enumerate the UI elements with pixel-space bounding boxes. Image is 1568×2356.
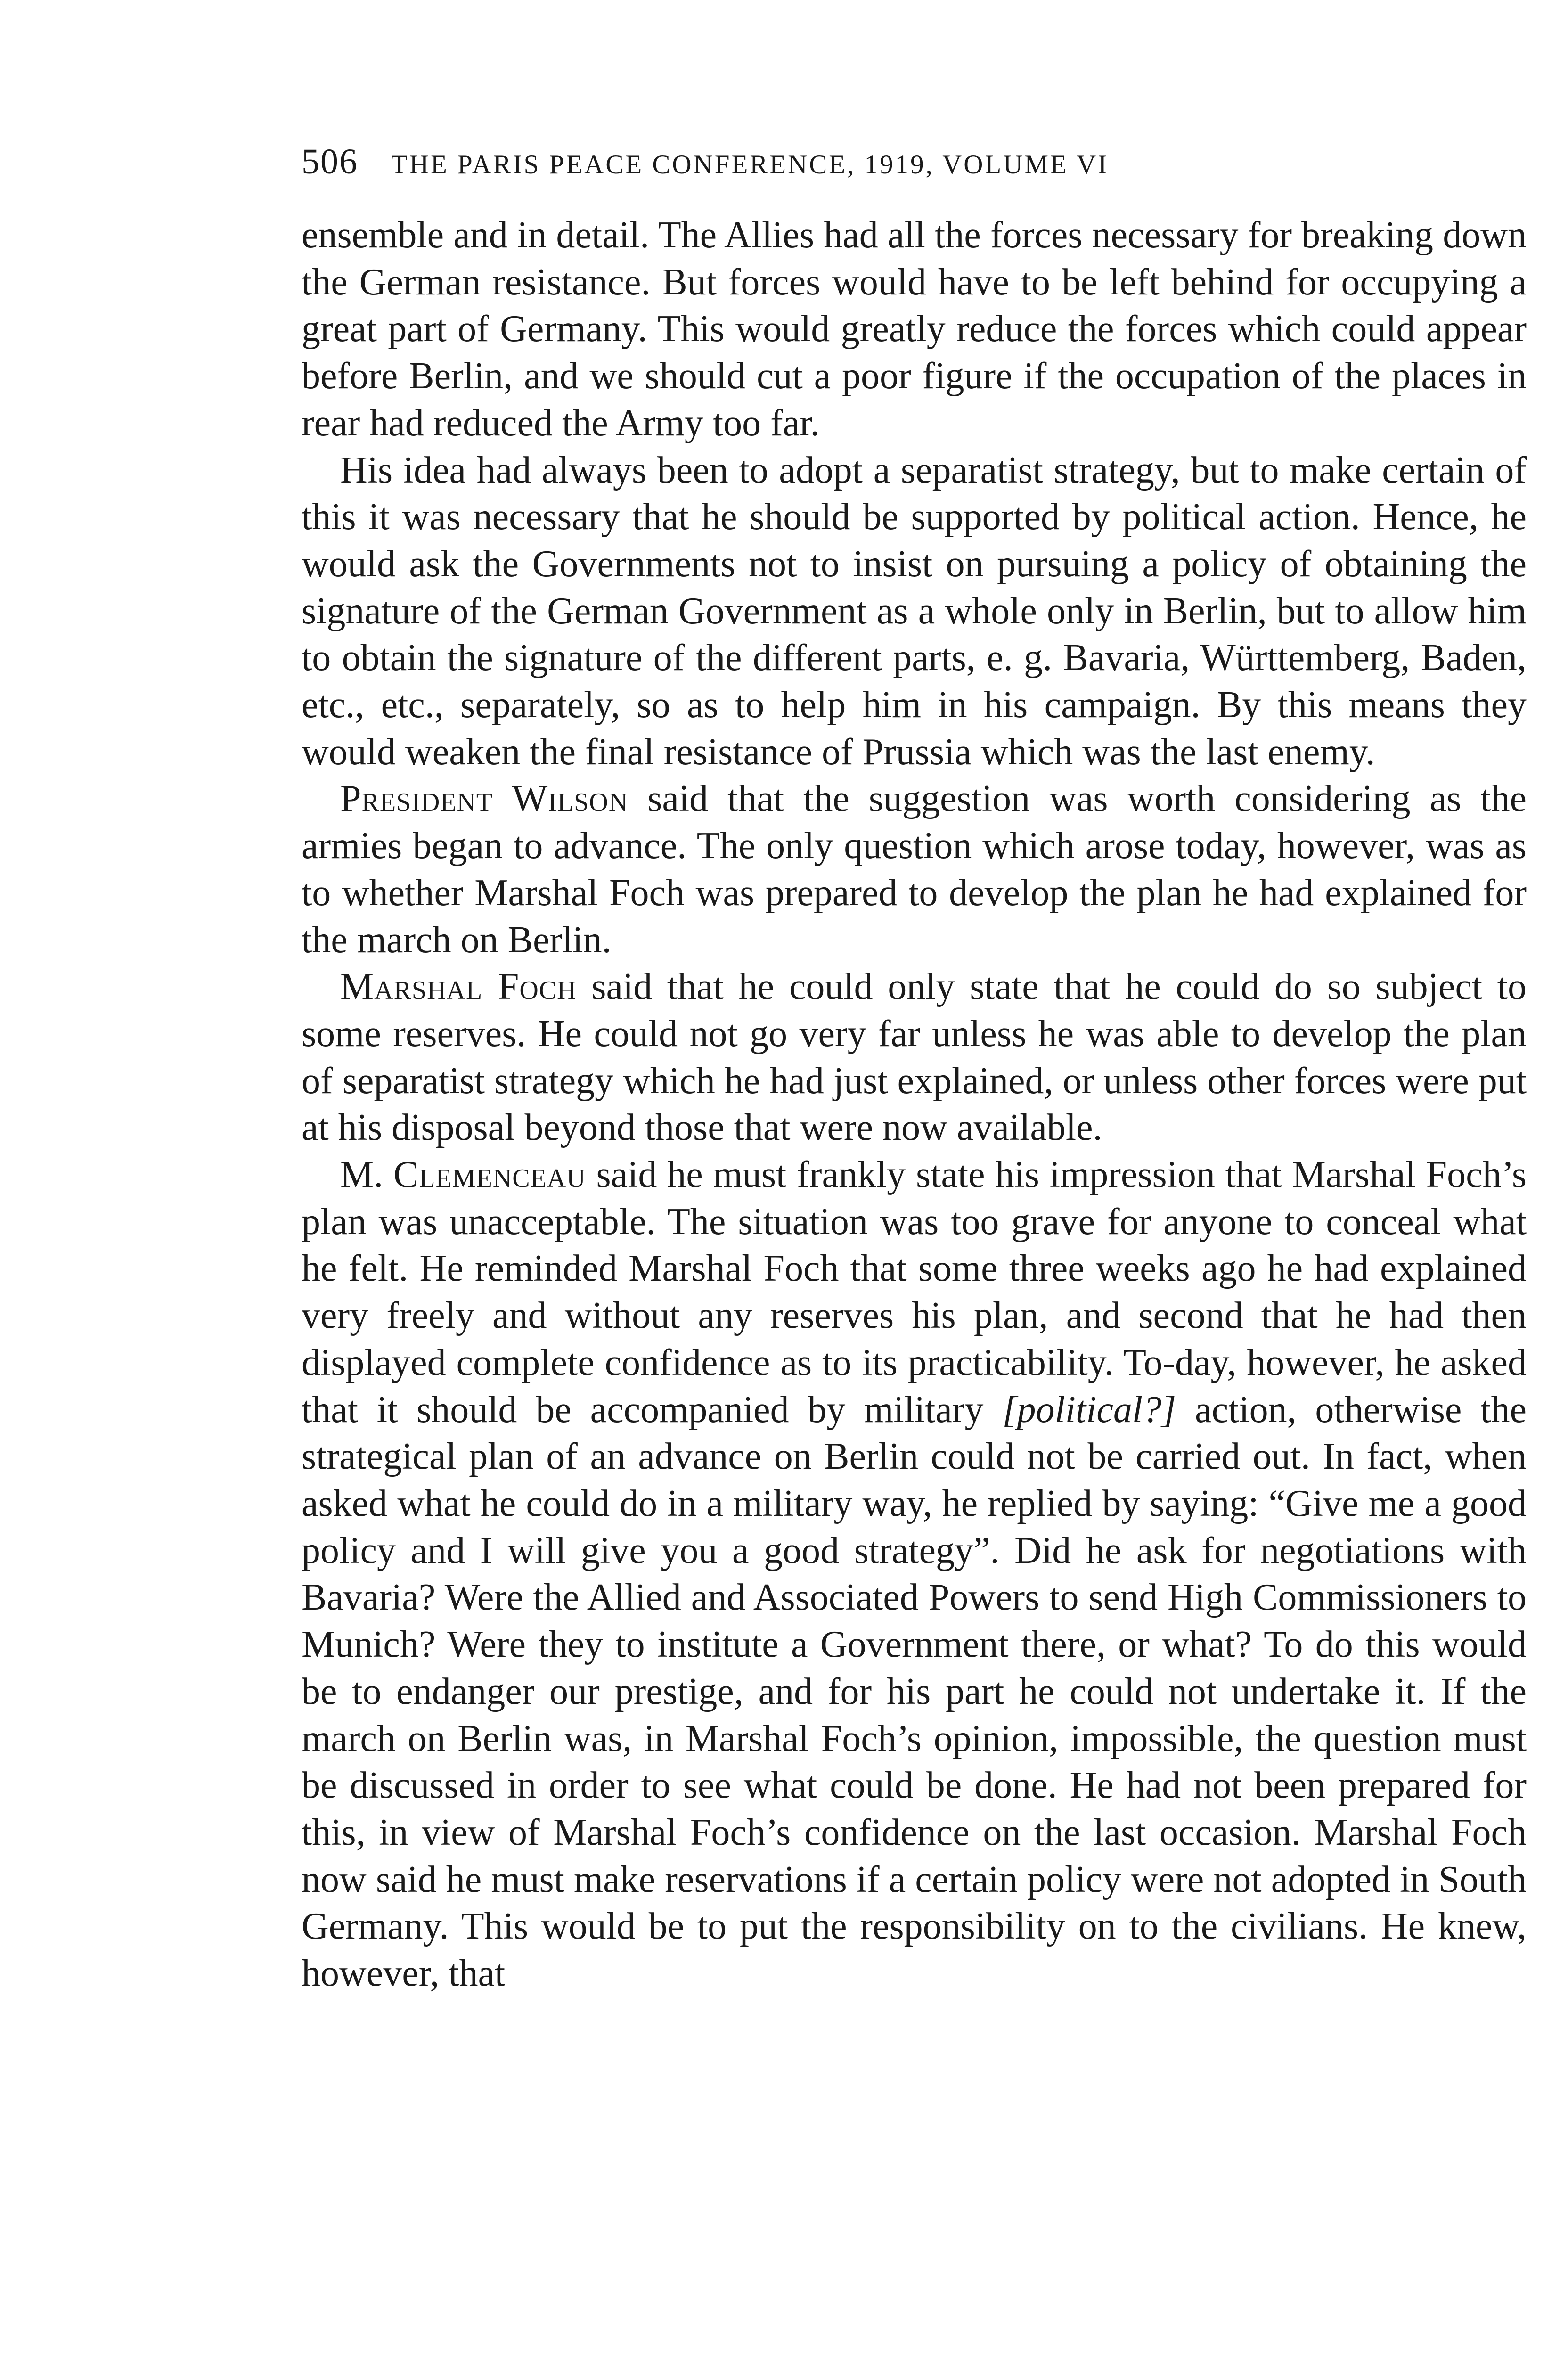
page-header — [302, 141, 1527, 198]
document-page — [302, 141, 1527, 1997]
speaker-name: President Wilson — [340, 778, 629, 820]
page-number: 506 — [302, 142, 358, 181]
body-text — [302, 212, 1527, 1997]
paragraph-marshal-foch: Marshal Foch said that he could only state that he could do so subject to some reserves. He could not go very far unless he was able to develop the plan of separatist strategy which he had just explained, or unless other forces were put at his disposal beyond those that were now available. — [302, 966, 1527, 1149]
running-head: THE PARIS PEACE CONFERENCE, 1919, VOLUME VI — [391, 150, 1109, 180]
paragraph-continuation: ensemble and in detail. The Allies had all the forces necessary for breaking down the German resistance. But forces would have to be left behind for occupying a great part of Germany. This would greatly reduce the forces which could appear before Berlin, and we should cut a poor figure if the occupation of the places in rear had reduced the Army too far. — [302, 214, 1527, 444]
paragraph-clemenceau: M. Clemenceau said he must frankly state his impression that Marshal Foch’s plan was unacceptable. The situation was too grave for anyone to conceal what he felt. He reminded Marshal Foch that some three weeks ago he had explained very freely and without any reserves his plan, and second that he had then displayed complete confidence as to its practicability. To-day, however, he asked that it should be accompanied by military [political?] action, otherwise the strategical plan of an advance on Berlin could not be carried out. In fact, when asked what he could do in a military way, he replied by saying: “Give me a good policy and I will give you a good strategy”. Did he ask for negotiations with Bavaria? Were the Allied and Associated Powers to send High Commissioners to Munich? Were they to institute a Government there, or what? To do this would be to endanger our prestige, and for his part he could not undertake it. If the march on Berlin was, in Marshal Foch’s opinion, impossible, the question must be discussed in order to see what could be done. He had not been prepared for this, in view of Marshal Foch’s confidence on the last occasion. Marshal Foch now said he must make reservations if a certain policy were not adopted in South Germany. This would be to put the responsibility on to the civilians. He knew, however, that — [302, 1154, 1527, 1995]
editorial-note: [political?] — [1002, 1389, 1176, 1431]
paragraph-separatist-strategy: His idea had always been to adopt a separatist strategy, but to make certain of this it was necessary that he should be supported by political action. Hence, he would ask the Governments not to insist on pursuing a policy of obtaining the signature of the German Government as a whole only in Berlin, but to allow him to obtain the signature of the different parts, e. g. Bavaria, Württemberg, Baden, etc., etc., separately, so as to help him in his campaign. By this means they would weaken the final resistance of Prussia which was the last enemy. — [302, 449, 1527, 773]
speaker-name: Clemenceau — [393, 1154, 586, 1196]
paragraph-president-wilson: President Wilson said that the suggestion was worth considering as the armies began to advance. The only question which arose today, however, was as to whether Marshal Foch was prepared to develop the plan he had explained for the march on Berlin. — [302, 778, 1527, 961]
speaker-name: Marshal Foch — [340, 966, 577, 1008]
